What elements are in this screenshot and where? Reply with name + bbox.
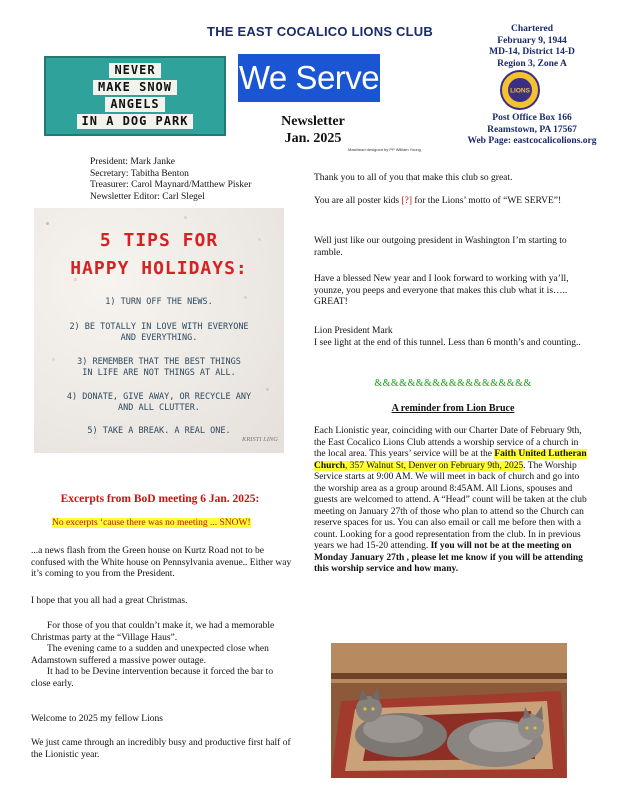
postal-info bbox=[452, 113, 612, 148]
poster-text: You are all poster kids bbox=[314, 196, 402, 206]
ampersand-divider: &&&&&&&&&&&&&&&&&&& bbox=[374, 378, 532, 389]
busy-year-paragraph: We just came through an incredibly busy and productive first half of the Lionistic year. bbox=[31, 738, 291, 760]
sign-line: MAKE SNOW bbox=[93, 80, 177, 95]
tip-item bbox=[42, 322, 276, 344]
news-flash-paragraph: ...a news flash from the Green house on Kurtz Road not to be confused with the White house on Pennsylvania avenue.. Either way it’s coming to you from the President. bbox=[31, 546, 292, 579]
postal-line: Reamstown, PA 17567 bbox=[487, 124, 577, 135]
president-name: Lion President Mark bbox=[314, 326, 393, 336]
postal-line: Post Office Box 166 bbox=[492, 113, 572, 123]
church-name: Faith United Lutheran Church bbox=[314, 449, 587, 471]
we-serve-logo: We Serve bbox=[238, 54, 380, 102]
highlighted-note: No excerpts ‘cause there was no meeting ... SNOW! bbox=[52, 518, 251, 528]
charter-line: Region 3, Zone A bbox=[497, 58, 567, 69]
tunnel-text: I see light at the end of this tunnel. Less than 6 month’s and counting.. bbox=[314, 337, 581, 348]
christmas-paragraph: I hope that you all had a great Christmas. bbox=[31, 596, 188, 606]
tip-item bbox=[42, 426, 276, 437]
signature-credit: KRISTI LING bbox=[242, 436, 278, 443]
logo-text: LIONS bbox=[510, 87, 530, 95]
sign-line: IN A DOG PARK bbox=[77, 114, 194, 129]
tip-line: AND ALL CLUTTER. bbox=[118, 403, 200, 413]
church-address: , 357 Walnut St, Denver on February 9th, 2025 bbox=[344, 460, 524, 471]
charter-info bbox=[462, 24, 602, 70]
charter-line: MD-14, District 14-D bbox=[489, 47, 575, 57]
party-paragraph bbox=[31, 621, 293, 690]
new-year-paragraph: Have a blessed New year and I look forward to working with ya’ll, younze, you peeps and everyone that makes this club what it is….. GREAT! bbox=[314, 274, 569, 307]
lions-emblem-icon bbox=[500, 70, 540, 110]
poster-text-end: for the Lions’ motto of “WE SERVE”! bbox=[411, 196, 562, 206]
holiday-tips-image bbox=[34, 208, 284, 453]
poster-kids-paragraph bbox=[314, 196, 592, 208]
club-title: THE EAST COCALICO LIONS CLUB bbox=[207, 24, 433, 39]
masthead-credit: Masthead designed by PP William Young bbox=[348, 147, 421, 152]
broken-mark: [?] bbox=[401, 196, 412, 206]
tip-line: IN LIFE ARE NOT THINGS AT ALL. bbox=[82, 368, 236, 378]
snow-angels-sign bbox=[44, 56, 226, 136]
tips-title-line1: 5 TIPS FOR bbox=[99, 230, 219, 251]
charter-line: February 9, 1944 bbox=[497, 35, 567, 46]
web-page-line[interactable]: Web Page: eastcocalicolions.org bbox=[467, 136, 597, 146]
outage-text: The evening came to a sudden and unexpected close when Adamstown suffered a massive power outage. bbox=[31, 644, 269, 666]
party-text: For those of you that couldn’t make it, we had a memorable Christmas party at the “Village Haus”. bbox=[31, 621, 275, 643]
welcome-paragraph: Welcome to 2025 my fellow Lions bbox=[31, 714, 163, 724]
tip-item bbox=[42, 297, 276, 308]
charter-line: Chartered bbox=[510, 24, 554, 34]
tip-line: 5) TAKE A BREAK. A REAL ONE. bbox=[87, 426, 231, 436]
tip-line: 1) TURN OFF THE NEWS. bbox=[105, 297, 213, 307]
reminder-paragraph bbox=[314, 426, 592, 576]
cats-on-rug-photo bbox=[331, 643, 567, 778]
bar-text: It had to be Devine intervention because it forced the bar to close early. bbox=[31, 667, 274, 689]
tip-line: 2) BE TOTALLY IN LOVE WITH EVERYONE bbox=[69, 322, 249, 332]
officers-list bbox=[90, 157, 251, 203]
officer-editor: Newsletter Editor: Carl Slegel bbox=[90, 191, 205, 202]
excerpts-heading: Excerpts from BoD meeting 6 Jan. 2025: bbox=[60, 493, 260, 505]
tip-line: 3) REMEMBER THAT THE BEST THINGS bbox=[77, 357, 241, 367]
ramble-paragraph: Well just like our outgoing president in Washington I’m starting to ramble. bbox=[314, 236, 567, 258]
reminder-request: If you will not be at the meeting on Monday January 27th , please let me know if you will be attending this worship service and how many. bbox=[314, 541, 583, 574]
officer-treasurer: Treasurer: Carol Maynard/Matthew Pisker bbox=[90, 180, 252, 190]
tips-title-line2: HAPPY HOLIDAYS: bbox=[70, 258, 248, 279]
reminder-intro: Each Lionistic year, coinciding with our Charter Date of February 9th, the East Cocalico Lions Club attends a worship service of a church in the local area. This years’ service will be at the bbox=[314, 426, 582, 459]
newsletter-date bbox=[268, 113, 358, 147]
tip-line: 4) DONATE, GIVE AWAY, OR RECYCLE ANY bbox=[66, 392, 252, 402]
sign-line: ANGELS bbox=[105, 97, 164, 112]
sign-line: NEVER bbox=[109, 63, 160, 78]
thanks-paragraph: Thank you to all of you that make this club so great. bbox=[314, 173, 513, 183]
officer-president: President: Mark Janke bbox=[90, 157, 175, 167]
tip-item bbox=[42, 392, 276, 414]
reminder-details: . The Worship Service starts at 9:00 AM. We will meet in back of church and go into the worship area as a group around 8:45AM. All Lions, spouses and guests are welcomed to attend. A “Head” count will be taken at the club meeting on January 27th of those who plan to attend so the Church can reserve spaces for us. You can also email or call me before then with a count. Looking for a good representation from the club. In in previous years we had 15-20 attending. bbox=[314, 460, 587, 551]
excerpts-note bbox=[52, 518, 251, 528]
tip-line: AND EVERYTHING. bbox=[120, 333, 198, 343]
newsletter-label: Newsletter bbox=[281, 114, 345, 129]
president-sign-off bbox=[314, 326, 592, 349]
tip-item bbox=[42, 357, 276, 379]
reminder-heading: A reminder from Lion Bruce bbox=[391, 403, 515, 414]
officer-secretary: Secretary: Tabitha Benton bbox=[90, 168, 189, 179]
issue-date: Jan. 2025 bbox=[284, 131, 342, 146]
